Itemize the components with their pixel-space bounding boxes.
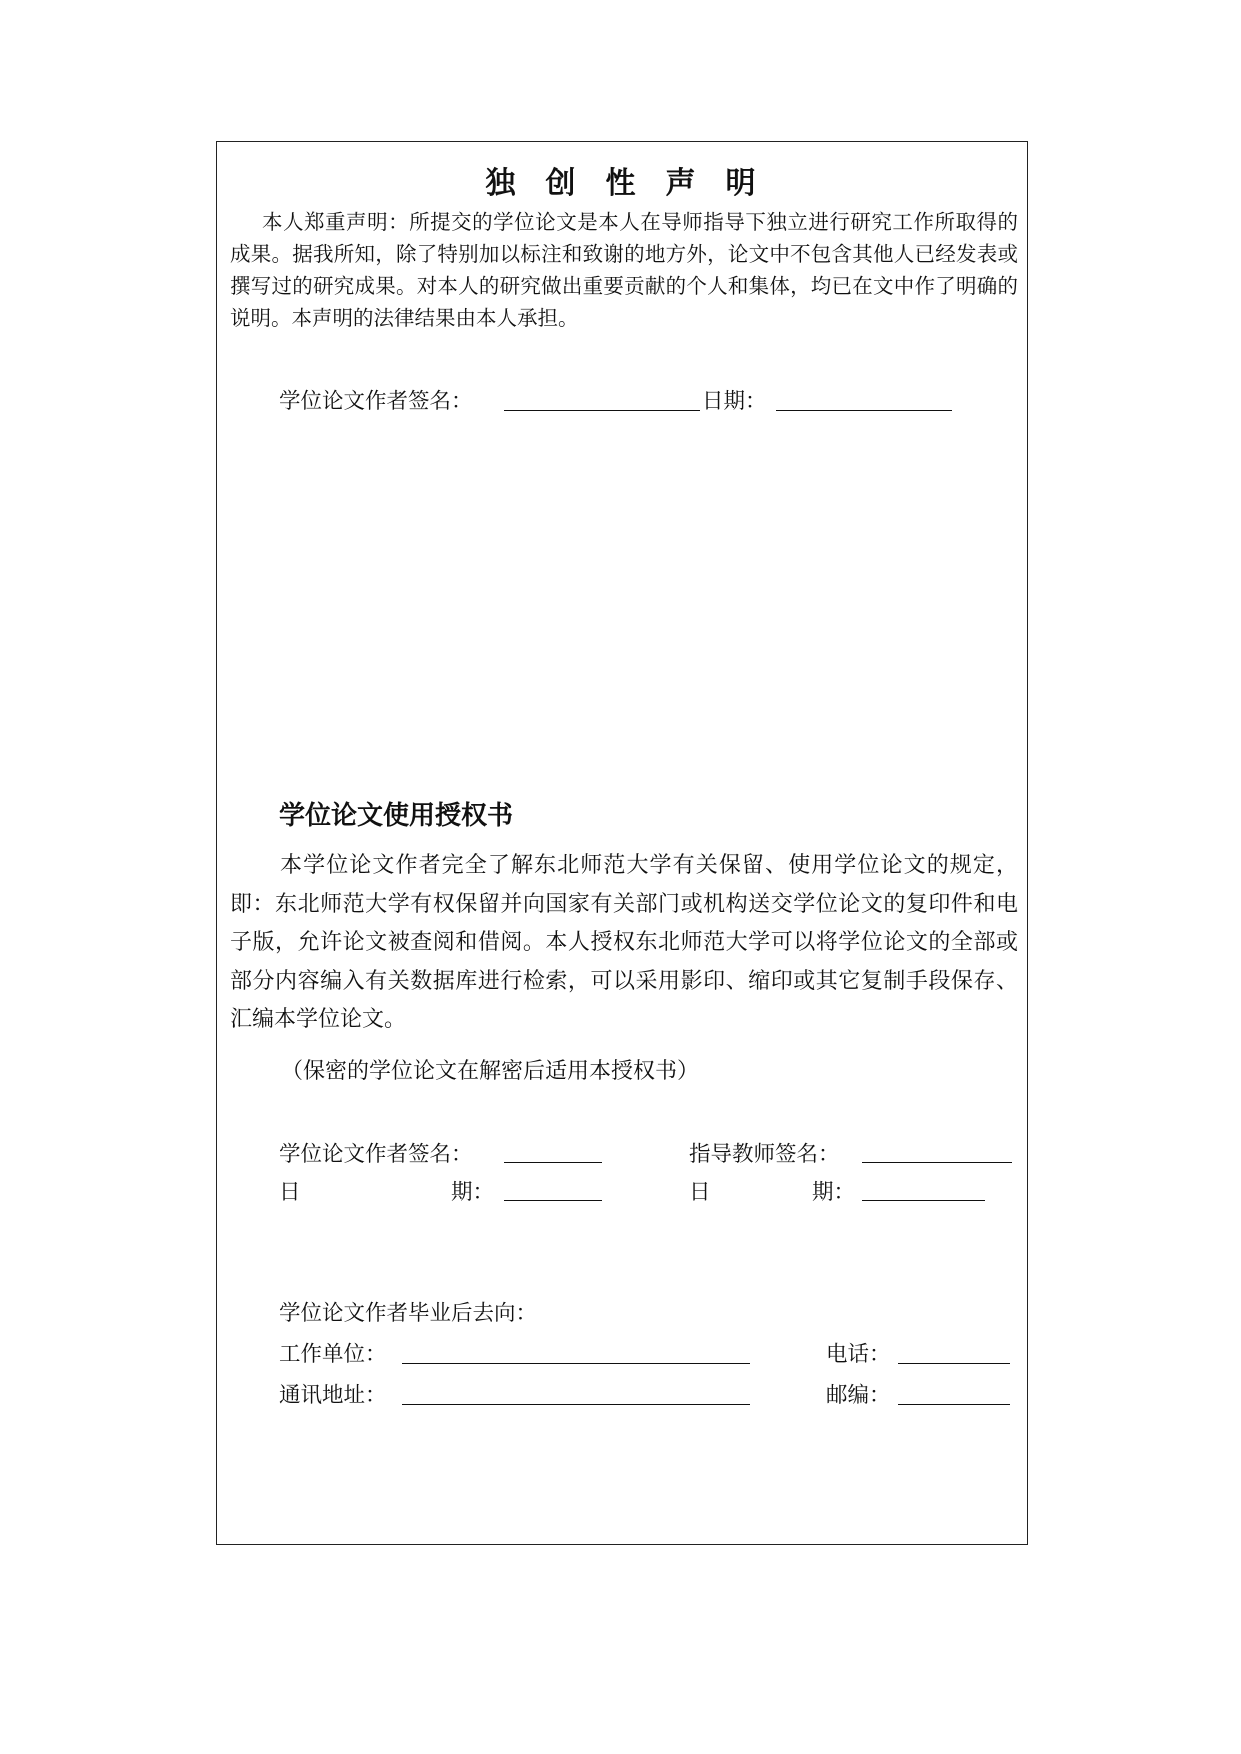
originality-statement: 本人郑重声明：所提交的学位论文是本人在导师指导下独立进行研究工作所取得的成果。据我所知，除了特别加以标注和致谢的地方外，论文中不包含其他人已经发表或撰写过的研究成果。对本人的研究做出重要贡献的个人和集体，均已在文中作了明确的说明。本声明的法律结果由本人承担。 (230, 210, 1018, 330)
phone-label: 电话： (826, 1342, 891, 1367)
originality-date-field[interactable] (776, 410, 952, 411)
phone-field[interactable] (898, 1363, 1010, 1364)
postcode-label: 邮编： (826, 1383, 891, 1408)
originality-signature-label: 学位论文作者签名： (279, 389, 473, 414)
author-date-field[interactable] (504, 1200, 602, 1201)
advisor-date-label-qi: 期： (812, 1180, 856, 1205)
originality-signature-field[interactable] (504, 410, 700, 411)
authorization-title: 学位论文使用授权书 (279, 801, 514, 831)
address-label: 通讯地址： (279, 1383, 387, 1408)
authorization-statement: 本学位论文作者完全了解东北师范大学有关保留、使用学位论文的规定，即：东北师范大学有权保留并向国家有关部门或机构送交学位论文的复印件和电子版，允许论文被查阅和借阅。本人授权东北师范大学可以将学位论文的全部或部分内容编入有关数据库进行检索，可以采用影印、缩印或其它复制手段保存、汇编本学位论文。 (230, 853, 1018, 1032)
advisor-signature-label: 指导教师签名： (689, 1142, 840, 1167)
author-date-label-day: 日 (279, 1180, 301, 1205)
author-date-label-qi: 期： (451, 1180, 495, 1205)
work-unit-field[interactable] (402, 1363, 750, 1364)
authorization-note: （保密的学位论文在解密后适用本授权书） (281, 1059, 700, 1084)
originality-date-label: 日期： (702, 389, 767, 414)
advisor-date-field[interactable] (862, 1200, 985, 1201)
work-unit-label: 工作单位： (279, 1342, 387, 1367)
address-field[interactable] (402, 1404, 750, 1405)
postcode-field[interactable] (898, 1404, 1010, 1405)
advisor-date-label-day: 日 (689, 1180, 711, 1205)
destination-heading: 学位论文作者毕业后去向： (279, 1301, 538, 1326)
page-border (216, 141, 1028, 1545)
advisor-signature-field[interactable] (862, 1162, 1012, 1163)
author-signature-field[interactable] (504, 1162, 602, 1163)
author-signature-label: 学位论文作者签名： (279, 1142, 473, 1167)
originality-title: 独创性声明 (485, 166, 786, 201)
